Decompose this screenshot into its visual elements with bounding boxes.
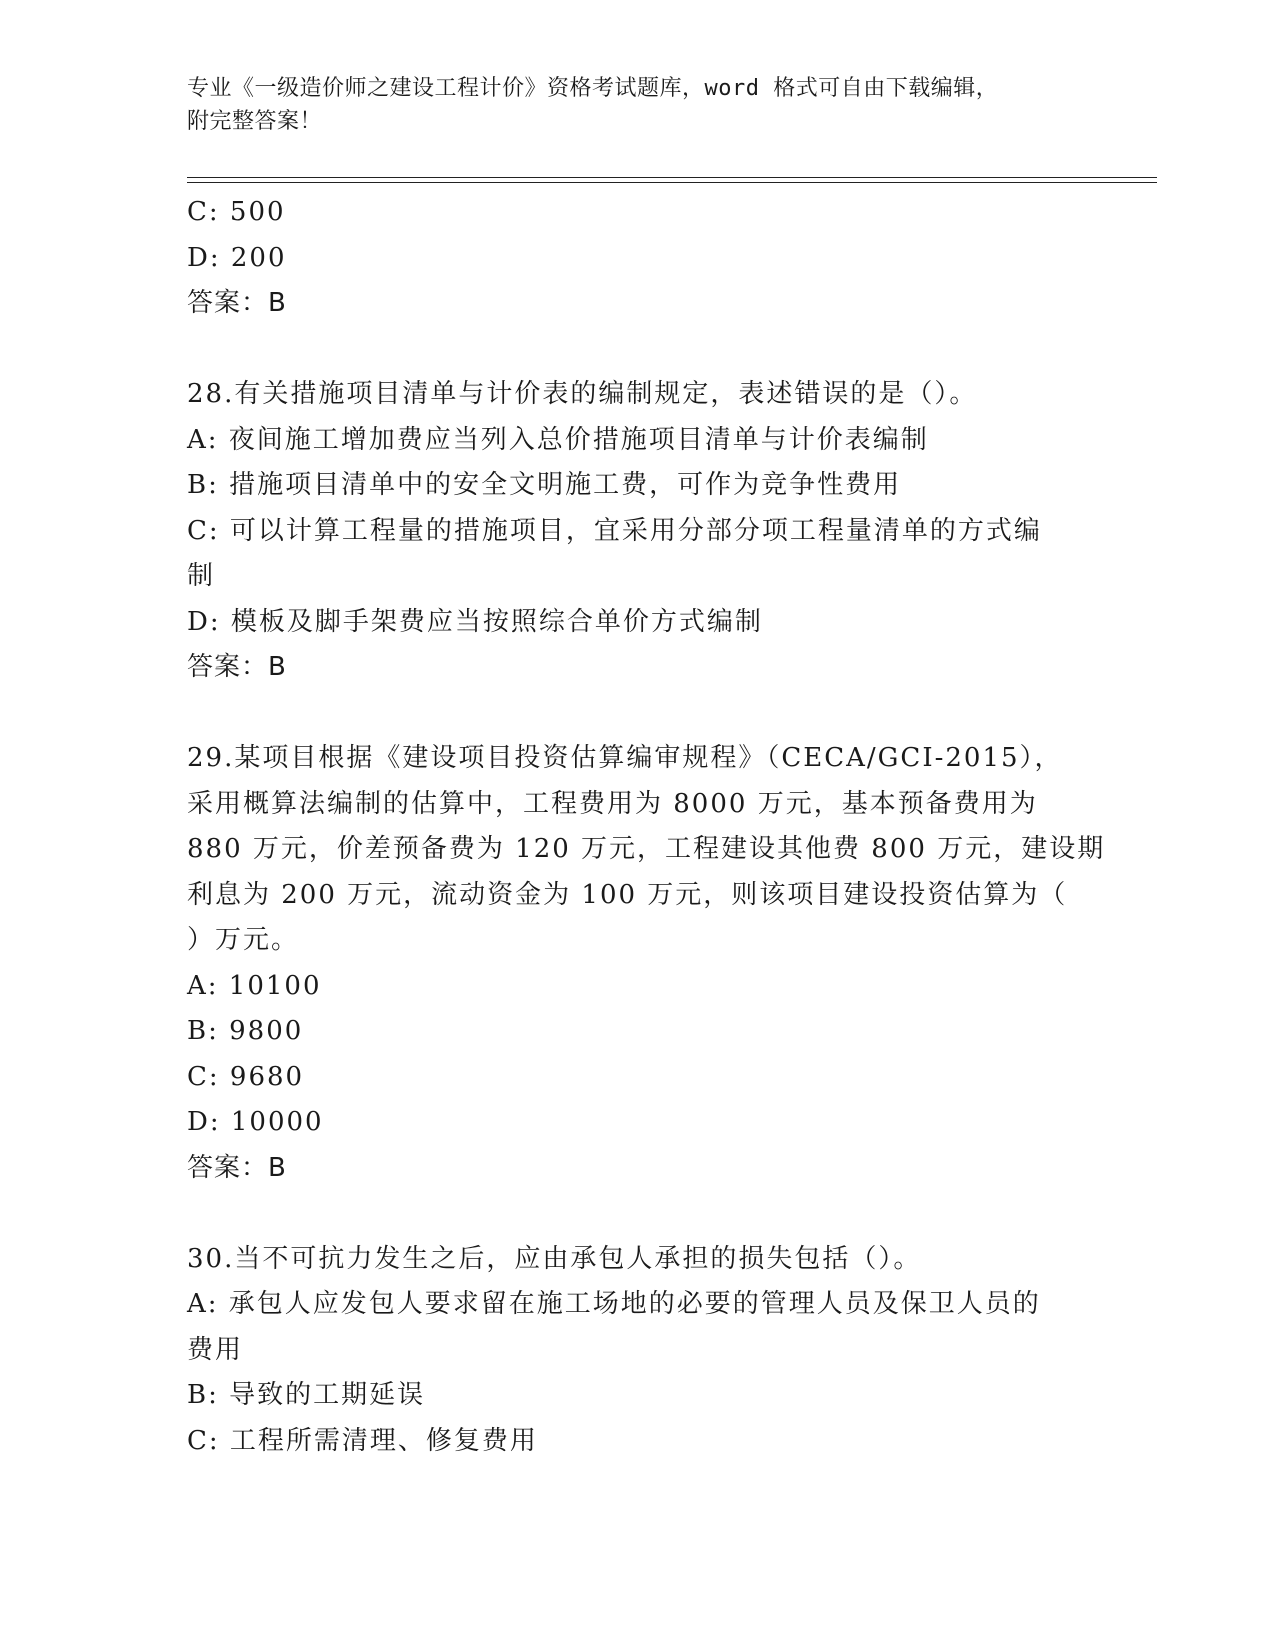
option-c: C: 工程所需清理、修复费用 (187, 1425, 538, 1456)
option-a: A: 10100 (187, 970, 322, 1001)
question-list (187, 190, 1106, 1464)
header-title-line: 附完整答案！ (187, 109, 323, 134)
option-b: B: 导致的工期延误 (187, 1380, 426, 1410)
question-stem: 29.某项目根据《建设项目投资估算编审规程》（CECA/GCI-2015）， (187, 743, 1063, 773)
option-d: D: 200 (187, 242, 287, 273)
question-stem: 30.当不可抗力发生之后，应由承包人承担的损失包括（）。 (187, 1243, 922, 1274)
question-stem-continued: 利息为 200 万元，流动资金为 100 万元，则该项目建设投资估算为（ (187, 879, 1068, 910)
question-stem-continued: 880 万元，价差预备费为 120 万元，工程建设其他费 800 万元，建设期 (187, 834, 1106, 864)
option-c: C: 9680 (187, 1061, 305, 1092)
option-a: A: 夜间施工增加费应当列入总价措施项目清单与计价表编制 (187, 424, 929, 455)
option-b: B: 措施项目清单中的安全文明施工费，可作为竞争性费用 (187, 470, 902, 500)
header-divider (187, 182, 1157, 183)
option-c: C: 500 (187, 197, 286, 227)
option-d: D: 模板及脚手架费应当按照综合单价方式编制 (187, 606, 763, 637)
answer-line: 答案：B (187, 1152, 287, 1183)
option-a: A: 承包人应发包人要求留在施工场地的必要的管理人员及保卫人员的 (187, 1289, 1041, 1319)
option-d: D: 10000 (187, 1107, 324, 1137)
header-title-line: 专业《一级造价师之建设工程计价》资格考试题库，word 格式可自由下载编辑， (187, 76, 999, 101)
question-stem-continued: ）万元。 (187, 925, 300, 955)
option-c: C: 可以计算工程量的措施项目，宜采用分部分项工程量清单的方式编 (187, 515, 1042, 546)
option-c-continued: 制 (187, 561, 216, 591)
document-header (187, 72, 1067, 138)
spacer (187, 1191, 1087, 1237)
option-a-continued: 费用 (187, 1334, 244, 1365)
question-block (187, 1237, 1087, 1465)
question-block (187, 736, 1106, 1191)
question-stem: 28.有关措施项目清单与计价表的编制规定，表述错误的是（）。 (187, 379, 978, 409)
question-stem-continued: 采用概算法编制的估算中，工程费用为 8000 万元，基本预备费用为 (187, 788, 1038, 819)
header-divider (187, 177, 1157, 178)
spacer (187, 327, 1087, 373)
question-block (187, 190, 1087, 327)
spacer (187, 691, 1087, 737)
answer-line: 答案：B (187, 288, 287, 318)
option-b: B: 9800 (187, 1016, 304, 1046)
answer-line: 答案：B (187, 652, 287, 682)
question-block (187, 372, 1087, 691)
